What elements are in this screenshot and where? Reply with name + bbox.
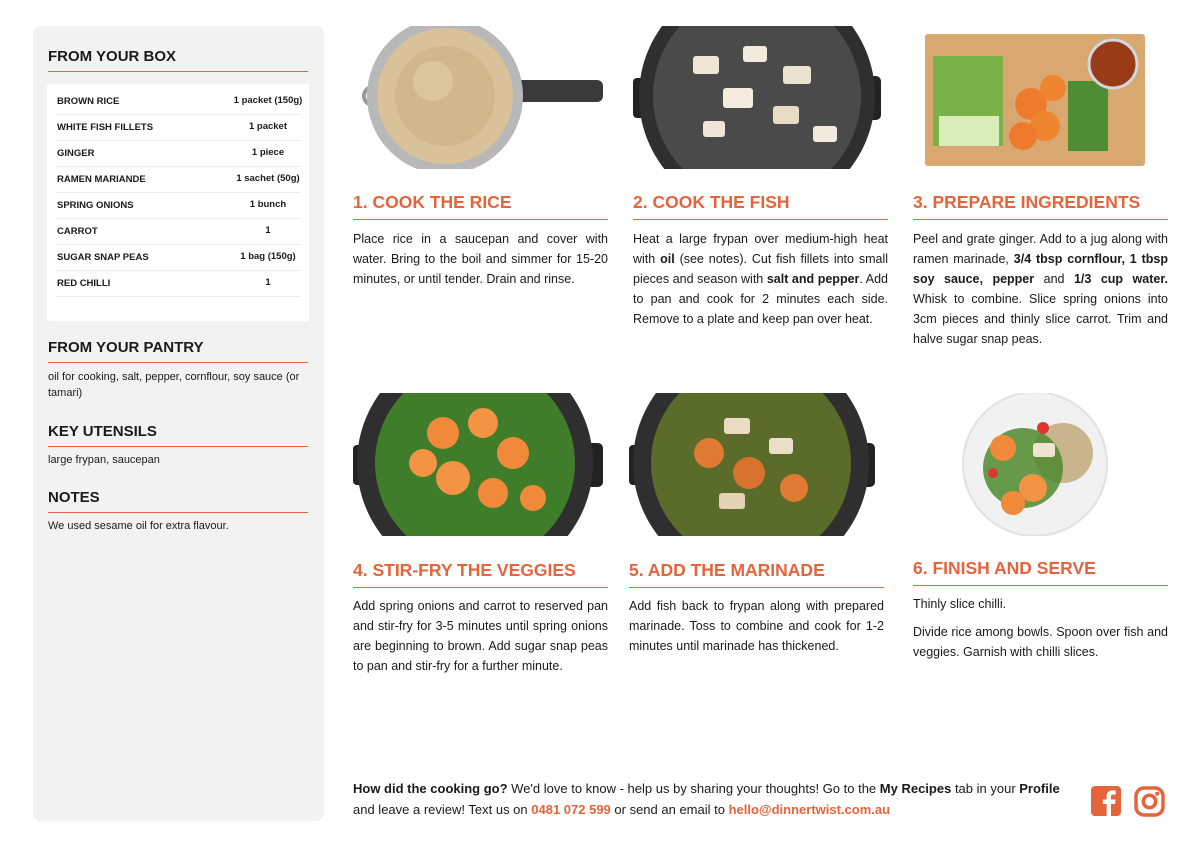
footer-text-4: or send an email to: [610, 802, 729, 817]
ingredient-name: GINGER: [57, 148, 95, 159]
my-recipes-link[interactable]: My Recipes: [879, 781, 952, 796]
step-1-title: 1. COOK THE RICE: [353, 192, 608, 220]
ingredient-quantity: 1: [265, 225, 271, 236]
step-text: Add spring onions and carrot to reserved pan and stir-fry for 3-5 minutes until spring onions are beginning to brown. Add sugar snap peas to pan and stir-fry for a further minute.: [353, 599, 608, 673]
step-bold-text: 3/4 tbsp cornflour, 1 tbsp soy sauce, pepper: [913, 252, 1168, 286]
step-paragraph: [353, 596, 608, 676]
rice-colander-photo: [353, 26, 608, 169]
step-text: Heat a large frypan over medium-high heat with: [633, 232, 888, 266]
step-bold-text: salt and pepper: [766, 272, 860, 286]
footer-text-2: tab in your: [951, 781, 1020, 796]
instagram-icon[interactable]: [1134, 786, 1164, 816]
ingredient-quantity: 1 piece: [251, 147, 285, 158]
ingredient-name: SPRING ONIONS: [57, 200, 134, 211]
step-5-body: [629, 596, 884, 664]
key-utensils-heading: KEY UTENSILS: [48, 423, 308, 447]
ingredient-name: WHITE FISH FILLETS: [57, 122, 154, 133]
footer-lead: How did the cooking go?: [353, 781, 508, 796]
plated-dish-photo: [913, 393, 1168, 536]
ingredient-name: SUGAR SNAP PEAS: [57, 252, 149, 263]
step-6-body: [913, 594, 1168, 670]
footer-text-3: and leave a review! Text us on: [353, 802, 532, 817]
email-link[interactable]: hello@dinnertwist.com.au: [728, 802, 891, 817]
ingredient-name: CARROT: [57, 226, 98, 237]
box-ingredient-row: [55, 166, 301, 193]
marinade-frypan-photo: [629, 393, 884, 536]
ingredient-name: BROWN RICE: [57, 96, 120, 107]
notes-text: We used sesame oil for extra flavour.: [48, 520, 229, 532]
from-your-box-heading: FROM YOUR BOX: [48, 48, 308, 72]
step-text: Thinly slice chilli.: [913, 597, 1007, 611]
step-paragraph: [913, 594, 1168, 614]
box-ingredient-row: [55, 88, 301, 115]
step-text: (see notes). Cut fish fillets into small pieces and season with: [633, 252, 889, 286]
step-5-title: 5. ADD THE MARINADE: [629, 560, 884, 588]
box-ingredient-row: [55, 270, 301, 297]
step-2-title: 2. COOK THE FISH: [633, 192, 888, 220]
ingredient-name: RAMEN MARIANDE: [57, 174, 146, 185]
profile-link[interactable]: Profile: [1019, 781, 1060, 796]
step-bold-text: 1/3 cup water.: [1073, 272, 1168, 286]
step-text: . Add to pan and cook for 2 minutes each side. Remove to a plate and keep pan over heat.: [633, 272, 889, 326]
step-3-title: 3. PREPARE INGREDIENTS: [913, 192, 1168, 220]
ingredient-quantity: 1 bunch: [249, 199, 287, 210]
step-3-body: [913, 229, 1168, 357]
feedback-footer: [353, 778, 1073, 820]
ingredient-quantity: 1 packet: [248, 121, 288, 132]
step-text: Divide rice among bowls. Spoon over fish and veggies. Garnish with chilli slices.: [913, 625, 1168, 659]
step-text: Place rice in a saucepan and cover with water. Bring to the boil and simmer for 15-20 minutes, or until tender. Drain and rinse.: [353, 232, 608, 286]
step-paragraph: [913, 622, 1168, 662]
step-paragraph: [629, 596, 884, 656]
notes-heading: NOTES: [48, 489, 308, 513]
step-paragraph: [913, 229, 1168, 349]
step-text: Whisk to combine. Slice spring onions into 3cm pieces and thinly slice carrot. Trim and halve sugar snap peas.: [913, 292, 1168, 346]
footer-text-1: We'd love to know - help us by sharing your thoughts! Go to the: [507, 781, 880, 796]
box-ingredients-table: [47, 84, 309, 321]
ingredient-quantity: 1 bag (150g): [240, 251, 296, 262]
step-1-body: [353, 229, 608, 297]
step-text: Peel and grate ginger. Add to a jug along with ramen marinade,: [913, 232, 1168, 266]
phone-number-link[interactable]: 0481 072 599: [531, 802, 611, 817]
ingredients-sidebar: [33, 26, 324, 821]
fish-frypan-photo: [633, 26, 888, 169]
box-ingredient-row: [55, 140, 301, 167]
from-your-pantry-heading: FROM YOUR PANTRY: [48, 339, 308, 363]
veggies-stirfry-photo: [353, 393, 608, 536]
step-paragraph: [633, 229, 888, 329]
utensils-text: large frypan, saucepan: [48, 454, 160, 466]
ingredient-quantity: 1: [265, 277, 271, 288]
box-ingredient-row: [55, 114, 301, 141]
step-text: Add fish back to frypan along with prepared marinade. Toss to combine and cook for 1-2 minutes until marinade has thickened.: [629, 599, 884, 653]
box-ingredient-row: [55, 192, 301, 219]
facebook-icon[interactable]: [1091, 786, 1121, 816]
step-4-title: 4. STIR-FRY THE VEGGIES: [353, 560, 608, 588]
step-bold-text: oil: [660, 252, 675, 266]
step-2-body: [633, 229, 888, 337]
ingredient-quantity: 1 sachet (50g): [236, 173, 300, 184]
box-ingredient-row: [55, 244, 301, 271]
prepared-ingredients-photo: [913, 26, 1168, 169]
box-ingredient-row: [55, 218, 301, 245]
step-paragraph: [353, 229, 608, 289]
step-4-body: [353, 596, 608, 684]
step-text: and: [1034, 272, 1074, 286]
step-6-title: 6. FINISH AND SERVE: [913, 558, 1168, 586]
pantry-text: oil for cooking, salt, pepper, cornflour, soy sauce (or tamari): [48, 371, 300, 399]
ingredient-quantity: 1 packet (150g): [233, 95, 303, 106]
ingredient-name: RED CHILLI: [57, 278, 111, 289]
